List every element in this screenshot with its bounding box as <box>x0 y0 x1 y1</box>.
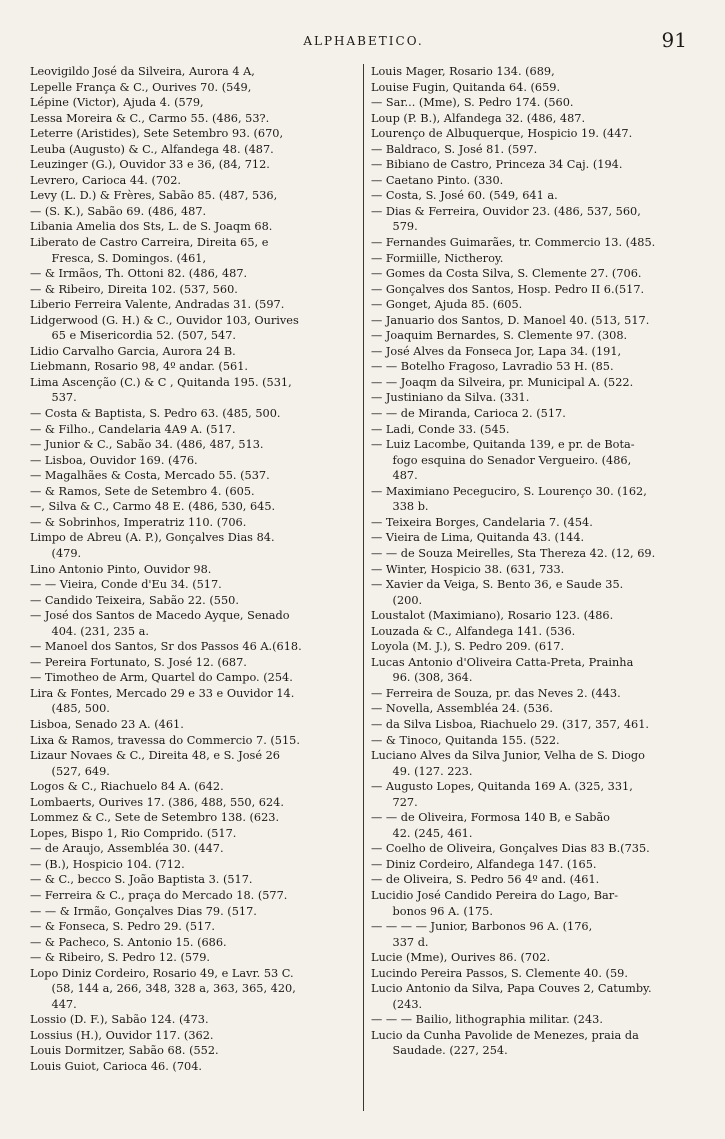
directory-entry: — Justiniano da Silva. (331. <box>371 391 530 405</box>
directory-entry: Luciano Alves da Silva Junior, Velha de S. Diogo <box>371 749 645 763</box>
directory-entry: — Candido Teixeira, Sabão 22. (550. <box>30 593 239 607</box>
directory-entry: Fresca, S. Domingos. (461, <box>30 251 207 265</box>
directory-entry: 727. <box>371 795 418 809</box>
directory-entry: Loup (P. B.), Alfandega 32. (486, 487. <box>371 111 586 125</box>
directory-entry: Lombaerts, Ourives 17. (386, 488, 550, 624. <box>30 795 284 809</box>
directory-entry: 65 e Misericordia 52. (507, 547. <box>30 329 237 343</box>
directory-entry: 42. (245, 461. <box>371 826 473 840</box>
directory-entry: — Manoel dos Santos, Sr dos Passos 46 A.(618. <box>30 640 302 654</box>
directory-entry: Lépine (Victor), Ajuda 4. (579, <box>30 96 204 110</box>
directory-entry: — — de Oliveira, Formosa 140 B, e Sabão <box>371 811 610 825</box>
column-divider <box>363 64 364 1111</box>
directory-entry: — Ladi, Conde 33. (545. <box>371 422 510 436</box>
directory-entry: — Fernandes Guimarães, tr. Commercio 13. (485. <box>371 236 656 250</box>
directory-entry: — Gomes da Costa Silva, S. Clemente 27. (706. <box>371 267 642 281</box>
directory-entry: — Costa, S. José 60. (549, 641 a. <box>371 189 558 203</box>
directory-entry: 404. (231, 235 a. <box>30 624 149 638</box>
directory-entry: — de Oliveira, S. Pedro 56 4º and. (461. <box>371 873 600 887</box>
directory-entry: — & Irmãos, Th. Ottoni 82. (486, 487. <box>30 267 248 281</box>
directory-entry: — — — Bailio, lithographia militar. (243. <box>371 1013 603 1027</box>
directory-entry: — Vieira de Lima, Quitanda 43. (144. <box>371 531 585 545</box>
directory-entry: — Januario dos Santos, D. Manoel 40. (513, 517. <box>371 313 650 327</box>
directory-entry: — & C., becco S. João Baptista 3. (517. <box>30 873 253 887</box>
directory-entry: — Formiille, Nictheroy. <box>371 251 504 265</box>
directory-entry: Lidio Carvalho Garcia, Aurora 24 B. <box>30 344 236 358</box>
directory-entry: Leuba (Augusto) & C., Alfandega 48. (487. <box>30 142 274 156</box>
directory-entry: Lossio (D. F.), Sabão 124. (473. <box>30 1013 209 1027</box>
directory-entry: fogo esquina do Senador Vergueiro. (486, <box>371 453 632 467</box>
directory-entry: — Sar... (Mme), S. Pedro 174. (560. <box>371 96 574 110</box>
directory-entry: — (S. K.), Sabão 69. (486, 487. <box>30 204 207 218</box>
directory-entry: Lopes, Bispo 1, Rio Comprido. (517. <box>30 826 237 840</box>
directory-entry: Lopo Diniz Cordeiro, Rosario 49, e Lavr. 53 C. <box>30 966 294 980</box>
directory-entry: — Joaquim Bernardes, S. Clemente 97. (308. <box>371 329 628 343</box>
directory-entry: Loyola (M. J.), S. Pedro 209. (617. <box>371 640 565 654</box>
directory-entry: — & Ribeiro, Direita 102. (537, 560. <box>30 282 238 296</box>
directory-entry: — Xavier da Veiga, S. Bento 36, e Saude 35. <box>371 578 624 592</box>
directory-entry: Leovigildo José da Silveira, Aurora 4 A, <box>30 65 255 78</box>
directory-entry: — Novella, Assembléa 24. (536. <box>371 702 553 716</box>
directory-entry: — José Alves da Fonseca Jor, Lapa 34. (191, <box>371 344 622 358</box>
directory-entry: —, Silva & C., Carmo 48 E. (486, 530, 645. <box>30 500 276 514</box>
directory-entry: (527, 649. <box>30 764 110 778</box>
directory-entry: bonos 96 A. (175. <box>371 904 493 918</box>
directory-entry: Lessa Moreira & C., Carmo 55. (486, 53?. <box>30 111 270 125</box>
directory-entry: Lepelle França & C., Ourives 70. (549, <box>30 80 252 94</box>
directory-entry: 96. (308, 364. <box>371 671 473 685</box>
directory-entry: Lisboa, Senado 23 A. (461. <box>30 717 184 731</box>
directory-entry: — Gonçalves dos Santos, Hosp. Pedro II 6.(517. <box>371 282 645 296</box>
directory-entry: — & Pacheco, S. Antonio 15. (686. <box>30 935 227 949</box>
directory-entry: Loustalot (Maximiano), Rosario 123. (486. <box>371 609 614 623</box>
directory-entry: Lidgerwood (G. H.) & C., Ouvidor 103, Ourives <box>30 313 299 327</box>
directory-entry: Lima Ascenção (C.) & C , Quitanda 195. (531, <box>30 375 292 389</box>
directory-entry: 579. <box>371 220 418 234</box>
directory-entry: (485, 500. <box>30 702 110 716</box>
directory-entry: Lucidio José Candido Pereira do Lago, Bar- <box>371 888 619 902</box>
directory-entry: — — de Souza Meirelles, Sta Thereza 42. (12, 69. <box>371 546 656 560</box>
directory-entry: (479. <box>30 546 82 560</box>
directory-entry: — — & Irmão, Gonçalves Dias 79. (517. <box>30 904 257 918</box>
right-column <box>371 64 705 1059</box>
directory-entry: — — Botelho Fragoso, Lavradio 53 H. (85. <box>371 360 614 374</box>
directory-entry: (200. <box>371 593 423 607</box>
directory-entry: — — Vieira, Conde d'Eu 34. (517. <box>30 578 222 592</box>
directory-entry: Liberato de Castro Carreira, Direita 65, e <box>30 236 269 250</box>
directory-entry: — & Ribeiro, S. Pedro 12. (579. <box>30 951 211 965</box>
directory-entry: Louise Fugin, Quitanda 64. (659. <box>371 80 561 94</box>
directory-entry: Lizaur Novaes & C., Direita 48, e S. José 26 <box>30 749 280 763</box>
directory-entry: Leterre (Aristides), Sete Setembro 93. (670, <box>30 127 284 141</box>
directory-entry: — (B.), Hospicio 104. (712. <box>30 857 185 871</box>
directory-entry: Liebmann, Rosario 98, 4º andar. (561. <box>30 360 248 374</box>
running-title: ALPHABETICO. <box>303 34 424 48</box>
directory-entry: Louzada & C., Alfandega 141. (536. <box>371 624 576 638</box>
page-header <box>32 28 695 52</box>
directory-entry: Lucie (Mme), Ourives 86. (702. <box>371 951 551 965</box>
directory-entry: — Baldraco, S. José 81. (597. <box>371 142 538 156</box>
directory-entry: 338 b. <box>371 500 429 514</box>
directory-entry: Libania Amelia dos Sts, L. de S. Joaqm 68. <box>30 220 273 234</box>
directory-entry: — Ferreira de Souza, pr. das Neves 2. (443. <box>371 686 621 700</box>
directory-entry: — Magalhães & Costa, Mercado 55. (537. <box>30 469 270 483</box>
directory-entry: Lourenço de Albuquerque, Hospicio 19. (447. <box>371 127 633 141</box>
directory-entry: — Diniz Cordeiro, Alfandega 147. (165. <box>371 857 597 871</box>
directory-entry: — & Fonseca, S. Pedro 29. (517. <box>30 920 215 934</box>
directory-entry: — Pereira Fortunato, S. José 12. (687. <box>30 655 247 669</box>
directory-entry: — Luiz Lacombe, Quitanda 139, e pr. de Bota- <box>371 438 635 452</box>
directory-entry: Lino Antonio Pinto, Ouvidor 98. <box>30 562 212 576</box>
directory-entry: — Dias & Ferreira, Ouvidor 23. (486, 537, 560, <box>371 204 641 218</box>
directory-entry: — da Silva Lisboa, Riachuelo 29. (317, 357, 461. <box>371 717 650 731</box>
directory-entry: — & Tinoco, Quitanda 155. (522. <box>371 733 560 747</box>
directory-entry: — & Sobrinhos, Imperatriz 110. (706. <box>30 515 247 529</box>
directory-entry: — & Ramos, Sete de Setembro 4. (605. <box>30 484 255 498</box>
directory-entry: — — Joaqm da Silveira, pr. Municipal A. (522. <box>371 375 634 389</box>
directory-entry: Lucio Antonio da Silva, Papa Couves 2, Catumby. <box>371 982 652 996</box>
directory-entry: (243. <box>371 997 423 1011</box>
directory-entry: Levrero, Carioca 44. (702. <box>30 173 182 187</box>
directory-entry: — Teixeira Borges, Candelaria 7. (454. <box>371 515 593 529</box>
directory-entry: 487. <box>371 469 418 483</box>
directory-entry: Levy (L. D.) & Frères, Sabão 85. (487, 536, <box>30 189 278 203</box>
directory-entry: Lira & Fontes, Mercado 29 e 33 e Ouvidor 14. <box>30 686 295 700</box>
directory-entry: — Costa & Baptista, S. Pedro 63. (485, 500. <box>30 407 281 421</box>
directory-entry: — — de Miranda, Carioca 2. (517. <box>371 407 566 421</box>
directory-entry: Saudade. (227, 254. <box>371 1044 508 1058</box>
directory-entry: Leuzinger (G.), Ouvidor 33 e 36, (84, 712. <box>30 158 270 172</box>
directory-entry: Liberio Ferreira Valente, Andradas 31. (597. <box>30 298 285 312</box>
directory-entry: Limpo de Abreu (A. P.), Gonçalves Dias 84. <box>30 531 275 545</box>
directory-entry: (58, 144 a, 266, 348, 328 a, 363, 365, 420, <box>30 982 296 996</box>
directory-entry: Lossius (H.), Ouvidor 117. (362. <box>30 1028 214 1042</box>
directory-entry: Louis Dormitzer, Sabão 68. (552. <box>30 1044 219 1058</box>
page-number: 91 <box>661 28 687 52</box>
directory-entry: — Timotheo de Arm, Quartel do Campo. (254. <box>30 671 293 685</box>
directory-entry: — Gonget, Ajuda 85. (605. <box>371 298 523 312</box>
directory-entry: Louis Guiot, Carioca 46. (704. <box>30 1060 202 1073</box>
directory-entry: — Ferreira & C., praça do Mercado 18. (577. <box>30 888 288 902</box>
directory-entry: 337 d. <box>371 935 429 949</box>
directory-entry: Logos & C., Riachuelo 84 A. (642. <box>30 780 224 794</box>
directory-entry: 49. (127. 223. <box>371 764 473 778</box>
directory-entry: — Bibiano de Castro, Princeza 34 Caj. (194. <box>371 158 623 172</box>
directory-entry: Lommez & C., Sete de Setembro 138. (623. <box>30 811 280 825</box>
directory-entry: Lucindo Pereira Passos, S. Clemente 40. (59. <box>371 966 628 980</box>
directory-entry: — — — — Junior, Barbonos 96 A. (176, <box>371 920 593 934</box>
left-column <box>30 64 362 1075</box>
directory-entry: — Lisboa, Ouvidor 169. (476. <box>30 453 198 467</box>
directory-entry: Louis Mager, Rosario 134. (689, <box>371 65 555 78</box>
directory-entry: 537. <box>30 391 77 405</box>
directory-entry: — Coelho de Oliveira, Gonçalves Dias 83 B.(735. <box>371 842 650 856</box>
directory-entry: — José dos Santos de Macedo Ayque, Senado <box>30 609 290 623</box>
directory-entry: — Winter, Hospicio 38. (631, 733. <box>371 562 565 576</box>
directory-entry: — Caetano Pinto. (330. <box>371 173 504 187</box>
directory-entry: — Augusto Lopes, Quitanda 169 A. (325, 331, <box>371 780 633 794</box>
directory-entry: — Junior & C., Sabão 34. (486, 487, 513. <box>30 438 264 452</box>
directory-entry: — de Araujo, Assembléa 30. (447. <box>30 842 224 856</box>
directory-entry: Lucas Antonio d'Oliveira Catta-Preta, Prainha <box>371 655 634 669</box>
directory-entry: Lixa & Ramos, travessa do Commercio 7. (515. <box>30 733 300 747</box>
directory-entry: — & Filho., Candelaria 4A9 A. (517. <box>30 422 236 436</box>
directory-entry: Lucio da Cunha Pavolide de Menezes, praia da <box>371 1028 639 1042</box>
directory-entry: — Maximiano Peceguciro, S. Lourenço 30. (162, <box>371 484 647 498</box>
directory-entry: 447. <box>30 997 77 1011</box>
